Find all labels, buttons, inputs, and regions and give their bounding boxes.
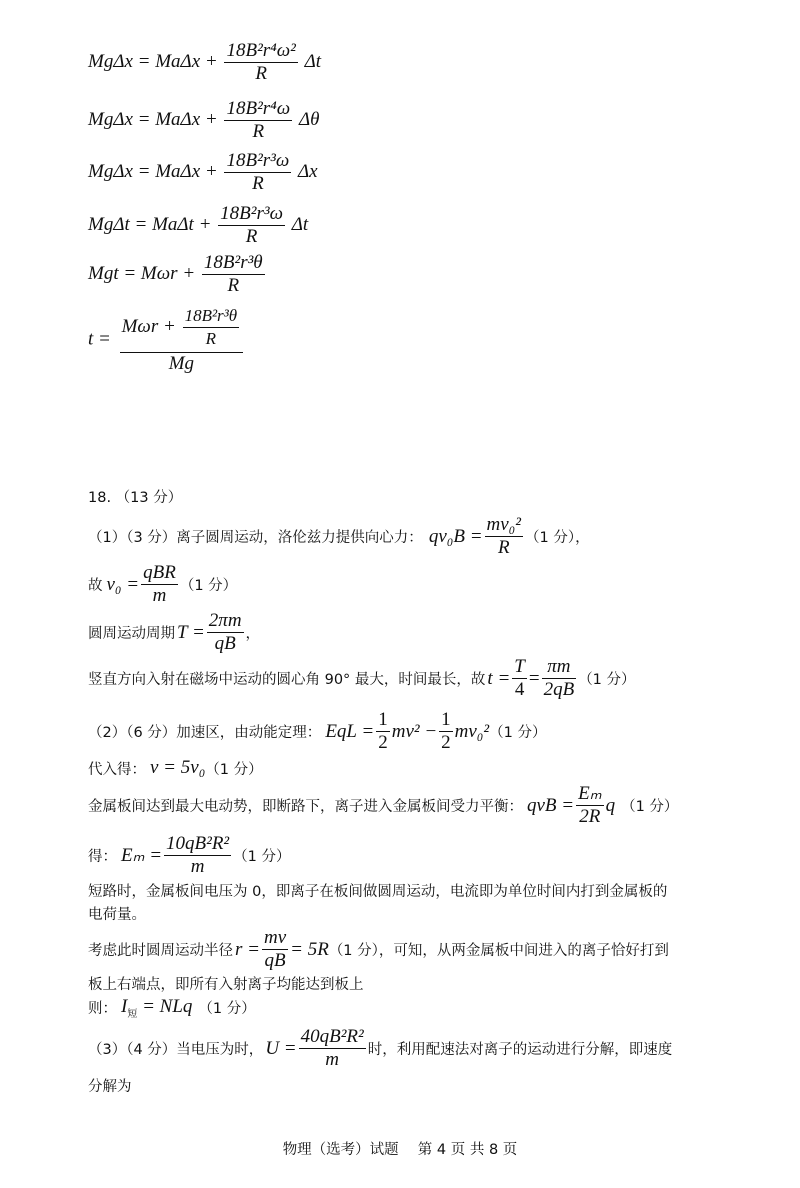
- score: （1 分）: [233, 849, 291, 865]
- q18-period-line: [88, 610, 260, 655]
- q18-part2-line: [88, 709, 546, 754]
- term: q: [605, 794, 616, 816]
- eq-lhs: r =: [235, 938, 260, 960]
- fraction-numerator: 1: [441, 709, 451, 730]
- eq-lhs: qv₀B =: [428, 525, 483, 547]
- fraction-numerator: 18B²r³ω: [226, 150, 290, 171]
- derivation-line-4: [88, 203, 308, 248]
- fraction-denominator: m: [190, 856, 205, 877]
- q18-current-line: [88, 996, 256, 1018]
- score: （1 分）: [489, 725, 547, 741]
- fraction-numerator: 2πm: [208, 610, 242, 631]
- text: 则：: [88, 1000, 117, 1017]
- fraction: [218, 203, 285, 248]
- fraction-numerator: mv: [263, 927, 287, 948]
- derivation-line-5: [88, 252, 267, 297]
- q18-em-line: [88, 833, 290, 878]
- fraction-denominator: R: [252, 173, 264, 194]
- term: mv² −: [391, 720, 438, 742]
- fraction-denominator: R: [252, 121, 265, 142]
- fraction: [542, 656, 577, 701]
- score: （1 分）: [205, 761, 263, 778]
- text: （2）（6 分）加速区，由动能定理：: [88, 725, 322, 741]
- eq-lhs: t =: [88, 328, 111, 350]
- fraction-denominator: 2qB: [543, 679, 575, 700]
- text: （1）（3 分）离子圆周运动，洛伦兹力提供向心力：: [88, 530, 423, 546]
- text: 金属板间达到最大电动势，即断路下，离子进入金属板间受力平衡：: [88, 799, 523, 815]
- eq-lhs: v₀ =: [106, 573, 140, 595]
- fraction-numerator: T: [514, 656, 525, 677]
- fraction-denominator: R: [255, 63, 267, 84]
- q18-substitute-line: [88, 757, 263, 779]
- q18-short-circuit-line: 短路时，金属板间电压为 0，即离子在板间做圆周运动，电流即为单位时间内打到金属板的: [88, 884, 668, 900]
- fraction-numerator: 18B²r³ω: [220, 203, 283, 224]
- text: 代入得：: [88, 761, 146, 778]
- fraction-numerator: 18B²r⁴ω: [226, 98, 291, 119]
- fraction: [299, 1026, 366, 1071]
- expression: v = 5v₀: [150, 757, 206, 778]
- score: （1 分）: [198, 1000, 256, 1017]
- score: （1 分）: [578, 672, 636, 688]
- compound-fraction: [120, 305, 244, 375]
- fraction-numerator: 18B²r⁴ω²: [226, 40, 296, 61]
- eq-lhs: t =: [487, 667, 511, 689]
- fraction-numerator: Eₘ: [578, 783, 602, 804]
- fraction-denominator: R: [497, 537, 510, 558]
- fraction-denominator: m: [152, 585, 167, 606]
- q18-radius-line-2: 板上右端点，即所有入射离子均能达到板上: [88, 977, 364, 993]
- score: （1 分）: [179, 578, 238, 594]
- fraction: [224, 98, 292, 143]
- inner-fraction: [183, 305, 240, 350]
- eq-tail: Δt: [304, 50, 322, 72]
- fraction: [202, 252, 265, 297]
- term: = 5R: [290, 938, 329, 960]
- fraction: [207, 610, 244, 655]
- eq-lhs: MgΔx = MaΔx +: [88, 50, 218, 72]
- eq-lhs: MgΔx = MaΔx +: [88, 160, 218, 182]
- derivation-line-2: [88, 98, 319, 143]
- eq-tail: Δθ: [298, 108, 320, 130]
- fraction-denominator: R: [205, 329, 217, 348]
- fraction-denominator: 2: [441, 732, 451, 753]
- eq-lhs: Mgt = Mωr +: [88, 262, 196, 284]
- q18-v0-line: [88, 562, 237, 607]
- eq-lhs: EqL =: [325, 720, 375, 742]
- eq-lhs: qvB =: [527, 794, 575, 816]
- fraction-denominator: qB: [264, 950, 286, 971]
- derivation-final: [88, 305, 245, 375]
- derivation-line-1: [88, 40, 321, 85]
- fraction-numerator: 18B²r³θ: [203, 252, 263, 273]
- fraction-numerator: 10qB²R²: [166, 833, 230, 854]
- text: 故: [88, 578, 103, 594]
- fraction: [262, 927, 288, 972]
- text: ，: [245, 626, 261, 642]
- expression: = NLq: [137, 996, 193, 1017]
- fraction-numerator: πm: [542, 656, 577, 679]
- fraction: [439, 709, 453, 754]
- current-subscript: 短: [127, 1008, 138, 1020]
- text: 时，利用配速法对离子的运动进行分解，即速度: [367, 1042, 673, 1058]
- q18-radius-line: [88, 927, 669, 972]
- fraction-denominator: R: [227, 275, 240, 296]
- fraction: [164, 833, 231, 878]
- fraction-numerator: 1: [378, 709, 388, 730]
- eq-tail: Δx: [298, 160, 318, 182]
- fraction-denominator: 2: [378, 732, 388, 753]
- eq-lhs: MgΔt = MaΔt +: [88, 213, 212, 235]
- fraction-numerator: qBR: [143, 562, 176, 583]
- fraction: [141, 562, 178, 607]
- fraction-denominator: 4: [514, 679, 525, 700]
- fraction: [224, 150, 291, 195]
- fraction: [376, 709, 390, 754]
- eq-lhs: U =: [265, 1037, 297, 1059]
- text: （1 分），可知，从两金属板中间进入的离子恰好打到: [328, 943, 669, 959]
- term: mv₀²: [454, 720, 490, 742]
- fraction: [512, 656, 527, 701]
- text: 得：: [88, 849, 117, 865]
- score: （1 分）: [621, 799, 679, 815]
- q18-time-line: [88, 656, 636, 701]
- fraction: [576, 783, 603, 828]
- current-symbol: I: [121, 996, 128, 1017]
- fraction-denominator: qB: [214, 633, 236, 654]
- q18-part3-line-2: 分解为: [88, 1079, 132, 1095]
- text: 圆周运动周期: [88, 626, 175, 642]
- q18-short-circuit-line-2: 电荷量。: [88, 907, 146, 923]
- fraction-numerator: 18B²r³θ: [183, 305, 240, 328]
- fraction-denominator: m: [325, 1049, 340, 1070]
- q18-part1-line: [88, 514, 590, 559]
- score: （1 分），: [525, 530, 590, 546]
- fraction-numerator: mv₀²: [486, 514, 521, 535]
- q18-balance-line: [88, 783, 678, 828]
- numerator-term: Mωr +: [121, 315, 176, 337]
- eq-lhs: T =: [177, 621, 205, 643]
- fraction: [485, 514, 523, 559]
- derivation-line-3: [88, 150, 318, 195]
- text: （3）（4 分）当电压为时，: [88, 1042, 264, 1058]
- eq-lhs: MgΔx = MaΔx +: [88, 108, 218, 130]
- fraction: [224, 40, 297, 85]
- question-18-header: 18. （13 分）: [88, 490, 183, 506]
- text: 竖直方向入射在磁场中运动的圆心角 90° 最大，时间最长，故: [88, 672, 486, 688]
- page-footer: 物理（选考）试题 第 4 页 共 8 页: [282, 1142, 518, 1158]
- fraction-numerator: 40qB²R²: [300, 1026, 364, 1047]
- equals: =: [528, 667, 540, 689]
- text: 考虑此时圆周运动半径: [88, 943, 233, 959]
- fraction-denominator: 2R: [579, 806, 601, 827]
- compound-numerator: [120, 305, 244, 353]
- fraction-denominator: R: [245, 226, 258, 247]
- eq-lhs: Eₘ =: [121, 845, 163, 866]
- eq-tail: Δt: [291, 213, 309, 235]
- fraction-denominator: Mg: [168, 353, 195, 374]
- q18-part3-line: [88, 1026, 672, 1071]
